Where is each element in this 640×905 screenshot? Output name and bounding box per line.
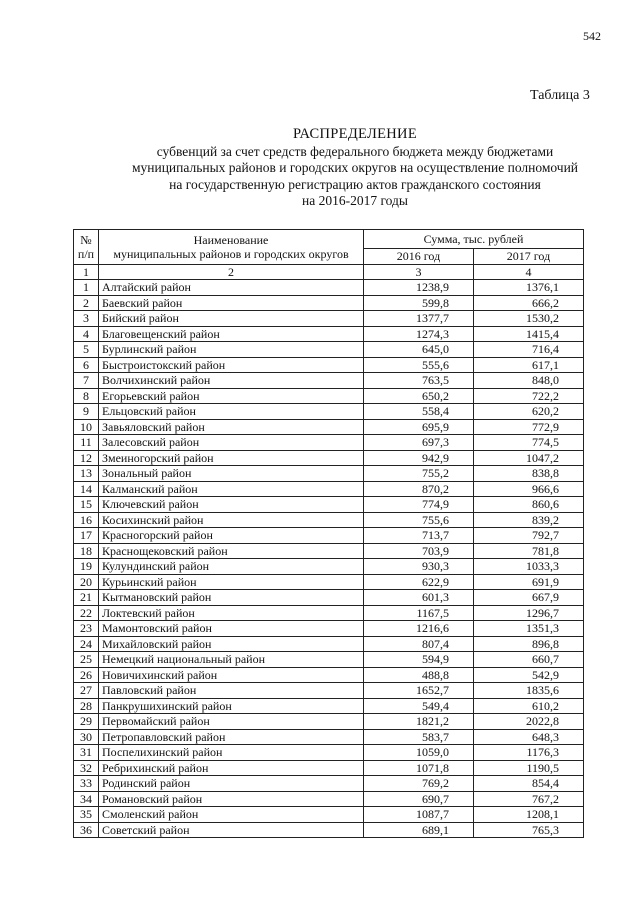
amount-2017: 667,9 xyxy=(474,590,584,606)
district-name: Ключевский район xyxy=(99,497,364,513)
amount-2016: 697,3 xyxy=(364,435,474,451)
amount-2016: 549,4 xyxy=(364,698,474,714)
column-number: 4 xyxy=(474,264,584,280)
amount-2016: 1238,9 xyxy=(364,280,474,296)
amount-2017: 620,2 xyxy=(474,404,584,420)
row-number: 18 xyxy=(74,543,99,559)
row-number: 11 xyxy=(74,435,99,451)
amount-2017: 716,4 xyxy=(474,342,584,358)
amount-2016: 763,5 xyxy=(364,373,474,389)
table-row xyxy=(74,388,584,404)
amount-2016: 594,9 xyxy=(364,652,474,668)
district-name: Романовский район xyxy=(99,791,364,807)
row-number: 8 xyxy=(74,388,99,404)
district-name: Косихинский район xyxy=(99,512,364,528)
title-line-3: на государственную регистрацию актов гражданского состояния xyxy=(169,176,541,192)
table-row xyxy=(74,621,584,637)
amount-2017: 1351,3 xyxy=(474,621,584,637)
district-name: Краснощековский район xyxy=(99,543,364,559)
title-line-2: муниципальных районов и городских округов на осуществление полномочий xyxy=(131,160,579,175)
amount-2016: 1059,0 xyxy=(364,745,474,761)
amount-2017: 722,2 xyxy=(474,388,584,404)
amount-2017: 839,2 xyxy=(474,512,584,528)
amount-2016: 1652,7 xyxy=(364,683,474,699)
amount-2016: 807,4 xyxy=(364,636,474,652)
title-line-1: субвенций за счет средств федерального бюджета между бюджетами xyxy=(156,143,554,159)
district-name: Бурлинский район xyxy=(99,342,364,358)
table-row xyxy=(74,404,584,420)
district-name: Кулундинский район xyxy=(99,559,364,575)
row-number: 12 xyxy=(74,450,99,466)
header-name xyxy=(99,230,364,265)
amount-2017: 838,8 xyxy=(474,466,584,482)
table-row xyxy=(74,698,584,714)
district-name: Курьинский район xyxy=(99,574,364,590)
amount-2016: 703,9 xyxy=(364,543,474,559)
row-number: 9 xyxy=(74,404,99,420)
district-name: Павловский район xyxy=(99,683,364,699)
row-number: 19 xyxy=(74,559,99,575)
row-number: 31 xyxy=(74,745,99,761)
table-row xyxy=(74,311,584,327)
row-number: 3 xyxy=(74,311,99,327)
amount-2017: 966,6 xyxy=(474,481,584,497)
amount-2017: 1176,3 xyxy=(474,745,584,761)
header-row xyxy=(74,230,584,249)
amount-2017: 854,4 xyxy=(474,776,584,792)
amount-2016: 1087,7 xyxy=(364,807,474,823)
district-name: Локтевский район xyxy=(99,605,364,621)
amount-2017: 767,2 xyxy=(474,791,584,807)
table-row xyxy=(74,605,584,621)
amount-2017: 774,5 xyxy=(474,435,584,451)
amount-2017: 1530,2 xyxy=(474,311,584,327)
table-row xyxy=(74,481,584,497)
amount-2017: 610,2 xyxy=(474,698,584,714)
amount-2016: 695,9 xyxy=(364,419,474,435)
amount-2016: 774,9 xyxy=(364,497,474,513)
amount-2016: 555,6 xyxy=(364,357,474,373)
district-name: Поспелихинский район xyxy=(99,745,364,761)
row-number: 5 xyxy=(74,342,99,358)
row-number: 23 xyxy=(74,621,99,637)
document-title xyxy=(60,126,640,210)
amount-2016: 930,3 xyxy=(364,559,474,575)
row-number: 35 xyxy=(74,807,99,823)
amount-2017: 617,1 xyxy=(474,357,584,373)
amount-2016: 1377,7 xyxy=(364,311,474,327)
district-name: Петропавловский район xyxy=(99,729,364,745)
table-row xyxy=(74,590,584,606)
district-name: Первомайский район xyxy=(99,714,364,730)
district-name: Ельцовский район xyxy=(99,404,364,420)
row-number: 21 xyxy=(74,590,99,606)
amount-2017: 1835,6 xyxy=(474,683,584,699)
table-row xyxy=(74,636,584,652)
table-row xyxy=(74,419,584,435)
table-row xyxy=(74,528,584,544)
table-row xyxy=(74,342,584,358)
row-number: 6 xyxy=(74,357,99,373)
district-name: Михайловский район xyxy=(99,636,364,652)
table-row xyxy=(74,791,584,807)
district-name: Егорьевский район xyxy=(99,388,364,404)
district-name: Красногорский район xyxy=(99,528,364,544)
amount-2016: 622,9 xyxy=(364,574,474,590)
amount-2017: 1415,4 xyxy=(474,326,584,342)
district-name: Благовещенский район xyxy=(99,326,364,342)
column-number: 2 xyxy=(99,264,364,280)
amount-2017: 781,8 xyxy=(474,543,584,559)
amount-2017: 542,9 xyxy=(474,667,584,683)
header-name-line-2: муниципальных районов и городских округов xyxy=(113,246,349,261)
amount-2016: 942,9 xyxy=(364,450,474,466)
header-number-line-2: п/п xyxy=(77,246,95,261)
amount-2017: 848,0 xyxy=(474,373,584,389)
amount-2017: 1296,7 xyxy=(474,605,584,621)
district-name: Кытмановский район xyxy=(99,590,364,606)
row-number: 30 xyxy=(74,729,99,745)
row-number: 25 xyxy=(74,652,99,668)
amount-2016: 689,1 xyxy=(364,822,474,838)
amount-2016: 601,3 xyxy=(364,590,474,606)
amount-2017: 1047,2 xyxy=(474,450,584,466)
table-row xyxy=(74,683,584,699)
amount-2017: 691,9 xyxy=(474,574,584,590)
district-name: Бийский район xyxy=(99,311,364,327)
table-row xyxy=(74,435,584,451)
district-name: Завьяловский район xyxy=(99,419,364,435)
table-row xyxy=(74,280,584,296)
table-row xyxy=(74,776,584,792)
amount-2017: 1190,5 xyxy=(474,760,584,776)
table-body xyxy=(74,230,584,838)
header-year-2016: 2016 год xyxy=(364,249,474,265)
district-name: Алтайский район xyxy=(99,280,364,296)
table-row xyxy=(74,714,584,730)
district-name: Зональный район xyxy=(99,466,364,482)
row-number: 27 xyxy=(74,683,99,699)
header-number xyxy=(74,230,99,265)
amount-2017: 1208,1 xyxy=(474,807,584,823)
district-name: Баевский район xyxy=(99,295,364,311)
header-year-2017: 2017 год xyxy=(474,249,584,265)
title-line-4: на 2016-2017 годы xyxy=(302,193,408,208)
table-row xyxy=(74,543,584,559)
district-name: Калманский район xyxy=(99,481,364,497)
district-name: Родинский район xyxy=(99,776,364,792)
table-row xyxy=(74,807,584,823)
table-row xyxy=(74,729,584,745)
amount-2017: 772,9 xyxy=(474,419,584,435)
row-number: 34 xyxy=(74,791,99,807)
row-number: 29 xyxy=(74,714,99,730)
amount-2016: 755,6 xyxy=(364,512,474,528)
district-name: Ребрихинский район xyxy=(99,760,364,776)
row-number: 24 xyxy=(74,636,99,652)
row-number: 32 xyxy=(74,760,99,776)
page-number: 542 xyxy=(583,29,601,43)
row-number: 10 xyxy=(74,419,99,435)
table-row xyxy=(74,822,584,838)
district-name: Мамонтовский район xyxy=(99,621,364,637)
amount-2017: 666,2 xyxy=(474,295,584,311)
district-name: Советский район xyxy=(99,822,364,838)
amount-2016: 645,0 xyxy=(364,342,474,358)
table-label: Таблица 3 xyxy=(530,88,590,103)
row-number: 4 xyxy=(74,326,99,342)
table-row xyxy=(74,373,584,389)
district-name: Залесовский район xyxy=(99,435,364,451)
table-row xyxy=(74,667,584,683)
amount-2016: 713,7 xyxy=(364,528,474,544)
amount-2016: 650,2 xyxy=(364,388,474,404)
table-row xyxy=(74,745,584,761)
amount-2016: 1274,3 xyxy=(364,326,474,342)
amount-2016: 558,4 xyxy=(364,404,474,420)
amount-2017: 765,3 xyxy=(474,822,584,838)
row-number: 17 xyxy=(74,528,99,544)
amount-2016: 1071,8 xyxy=(364,760,474,776)
row-number: 15 xyxy=(74,497,99,513)
row-number: 14 xyxy=(74,481,99,497)
table-row xyxy=(74,760,584,776)
amount-2017: 660,7 xyxy=(474,652,584,668)
district-name: Смоленский район xyxy=(99,807,364,823)
column-number: 3 xyxy=(364,264,474,280)
district-name: Быстроистокский район xyxy=(99,357,364,373)
row-number: 16 xyxy=(74,512,99,528)
table-row xyxy=(74,295,584,311)
district-name: Новичихинский район xyxy=(99,667,364,683)
amount-2016: 870,2 xyxy=(364,481,474,497)
row-number: 28 xyxy=(74,698,99,714)
amount-2017: 2022,8 xyxy=(474,714,584,730)
row-number: 13 xyxy=(74,466,99,482)
table-row xyxy=(74,559,584,575)
amount-2017: 896,8 xyxy=(474,636,584,652)
row-number: 26 xyxy=(74,667,99,683)
table-row xyxy=(74,497,584,513)
amount-2017: 648,3 xyxy=(474,729,584,745)
table-row xyxy=(74,326,584,342)
amount-2016: 1167,5 xyxy=(364,605,474,621)
district-name: Волчихинский район xyxy=(99,373,364,389)
amount-2016: 583,7 xyxy=(364,729,474,745)
amount-2017: 1033,3 xyxy=(474,559,584,575)
amount-2017: 792,7 xyxy=(474,528,584,544)
column-number-row xyxy=(74,264,584,280)
row-number: 33 xyxy=(74,776,99,792)
district-name: Змеиногорский район xyxy=(99,450,364,466)
amount-2017: 860,6 xyxy=(474,497,584,513)
row-number: 2 xyxy=(74,295,99,311)
amount-2016: 769,2 xyxy=(364,776,474,792)
row-number: 1 xyxy=(74,280,99,296)
amount-2016: 1216,6 xyxy=(364,621,474,637)
distribution-table xyxy=(73,229,584,838)
table-row xyxy=(74,466,584,482)
amount-2016: 599,8 xyxy=(364,295,474,311)
header-number-line-1: № xyxy=(80,232,92,247)
amount-2016: 690,7 xyxy=(364,791,474,807)
district-name: Панкрушихинский район xyxy=(99,698,364,714)
table-row xyxy=(74,652,584,668)
amount-2016: 488,8 xyxy=(364,667,474,683)
column-number: 1 xyxy=(74,264,99,280)
amount-2017: 1376,1 xyxy=(474,280,584,296)
row-number: 20 xyxy=(74,574,99,590)
table-row xyxy=(74,574,584,590)
table-row xyxy=(74,512,584,528)
title-heading: РАСПРЕДЕЛЕНИЕ xyxy=(293,126,417,142)
amount-2016: 755,2 xyxy=(364,466,474,482)
amount-2016: 1821,2 xyxy=(364,714,474,730)
header-sum: Сумма, тыс. рублей xyxy=(364,230,584,249)
district-name: Немецкий национальный район xyxy=(99,652,364,668)
row-number: 22 xyxy=(74,605,99,621)
table-row xyxy=(74,450,584,466)
row-number: 36 xyxy=(74,822,99,838)
table-row xyxy=(74,357,584,373)
row-number: 7 xyxy=(74,373,99,389)
header-name-line-1: Наименование xyxy=(193,232,269,247)
